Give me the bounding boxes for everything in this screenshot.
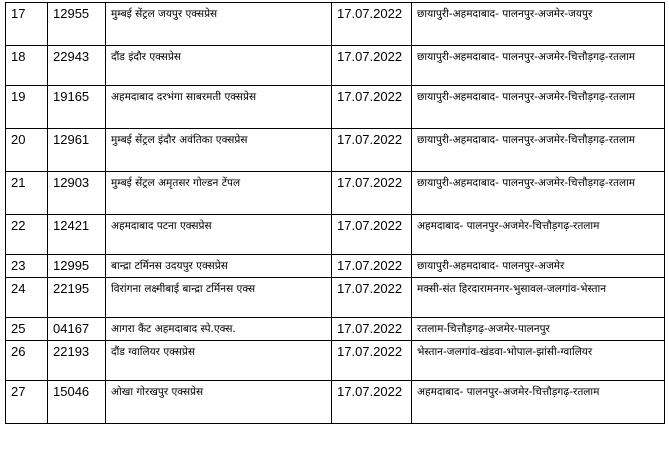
table-body: [6, 3, 665, 424]
train-name-cell: मुम्बई सेंट्रल जयपुर एक्सप्रेस: [106, 3, 332, 46]
route-cell: छायापुरी-अहमदाबाद- पालनपुर-अजमेर-जयपुर: [412, 3, 665, 46]
train-name-cell: ओखा गोरखपुर एक्सप्रेस: [106, 381, 332, 424]
route-cell: भेस्तान-जलगांव-खंडवा-भोपाल-झांसी-ग्वालियर: [412, 341, 665, 381]
date-cell: 17.07.2022: [332, 172, 412, 215]
train-number-cell: 19165: [48, 86, 106, 129]
route-cell: छायापुरी-अहमदाबाद- पालनपुर-अजमेर-चित्तौड़गढ़-रतलाम: [412, 172, 665, 215]
serial-number-cell: 19: [6, 86, 48, 129]
table-row: [6, 341, 665, 381]
route-cell: छायापुरी-अहमदाबाद- पालनपुर-अजमेर-चित्तौड़गढ़-रतलाम: [412, 129, 665, 172]
route-cell: छायापुरी-अहमदाबाद- पालनपुर-अजमेर: [412, 255, 665, 278]
date-cell: 17.07.2022: [332, 46, 412, 86]
table-row: [6, 46, 665, 86]
date-cell: 17.07.2022: [332, 215, 412, 255]
serial-number-cell: 17: [6, 3, 48, 46]
serial-number-cell: 26: [6, 341, 48, 381]
route-cell: मक्सी-संत हिरदारामनगर-भुसावल-जलगांव-भेस्तान: [412, 278, 665, 318]
train-schedule-table: [5, 2, 665, 424]
serial-number-cell: 18: [6, 46, 48, 86]
train-name-cell: दौंड इंदौर एक्सप्रेस: [106, 46, 332, 86]
serial-number-cell: 22: [6, 215, 48, 255]
date-cell: 17.07.2022: [332, 3, 412, 46]
train-number-cell: 12961: [48, 129, 106, 172]
train-number-cell: 12955: [48, 3, 106, 46]
route-cell: अहमदाबाद- पालनपुर-अजमेर-चित्तौड़गढ़-रतलाम: [412, 215, 665, 255]
train-name-cell: विरांगना लक्ष्मीबाई बान्द्रा टर्मिनस एक्स: [106, 278, 332, 318]
route-cell: छायापुरी-अहमदाबाद- पालनपुर-अजमेर-चित्तौड़गढ़-रतलाम: [412, 46, 665, 86]
table-row: [6, 381, 665, 424]
route-cell: अहमदाबाद- पालनपुर-अजमेर-चित्तौड़गढ़-रतलाम: [412, 381, 665, 424]
train-name-cell: दौंड ग्वालियर एक्सप्रेस: [106, 341, 332, 381]
table-row: [6, 129, 665, 172]
serial-number-cell: 23: [6, 255, 48, 278]
date-cell: 17.07.2022: [332, 278, 412, 318]
serial-number-cell: 20: [6, 129, 48, 172]
train-number-cell: 22943: [48, 46, 106, 86]
date-cell: 17.07.2022: [332, 318, 412, 341]
train-number-cell: 22195: [48, 278, 106, 318]
train-number-cell: 12421: [48, 215, 106, 255]
table-row: [6, 172, 665, 215]
train-name-cell: मुम्बई सेंट्रल इंदौर अवंतिका एक्सप्रेस: [106, 129, 332, 172]
train-name-cell: मुम्बई सेंट्रल अमृतसर गोल्डन टेंपल: [106, 172, 332, 215]
train-number-cell: 12903: [48, 172, 106, 215]
date-cell: 17.07.2022: [332, 255, 412, 278]
train-name-cell: आगरा कैंट अहमदाबाद स्पे.एक्स.: [106, 318, 332, 341]
route-cell: रतलाम-चित्तौड़गढ़-अजमेर-पालनपुर: [412, 318, 665, 341]
table-row: [6, 278, 665, 318]
date-cell: 17.07.2022: [332, 341, 412, 381]
train-number-cell: 04167: [48, 318, 106, 341]
route-cell: छायापुरी-अहमदाबाद- पालनपुर-अजमेर-चित्तौड़गढ़-रतलाम: [412, 86, 665, 129]
date-cell: 17.07.2022: [332, 129, 412, 172]
table-row: [6, 255, 665, 278]
train-number-cell: 15046: [48, 381, 106, 424]
table-row: [6, 3, 665, 46]
table-row: [6, 215, 665, 255]
serial-number-cell: 25: [6, 318, 48, 341]
train-number-cell: 12995: [48, 255, 106, 278]
train-name-cell: बान्द्रा टर्मिनस उदयपुर एक्सप्रेस: [106, 255, 332, 278]
train-name-cell: अहमदाबाद दरभंगा साबरमती एक्सप्रेस: [106, 86, 332, 129]
train-name-cell: अहमदाबाद पटना एक्सप्रेस: [106, 215, 332, 255]
serial-number-cell: 21: [6, 172, 48, 215]
table-row: [6, 318, 665, 341]
table-row: [6, 86, 665, 129]
serial-number-cell: 27: [6, 381, 48, 424]
date-cell: 17.07.2022: [332, 381, 412, 424]
train-number-cell: 22193: [48, 341, 106, 381]
date-cell: 17.07.2022: [332, 86, 412, 129]
serial-number-cell: 24: [6, 278, 48, 318]
